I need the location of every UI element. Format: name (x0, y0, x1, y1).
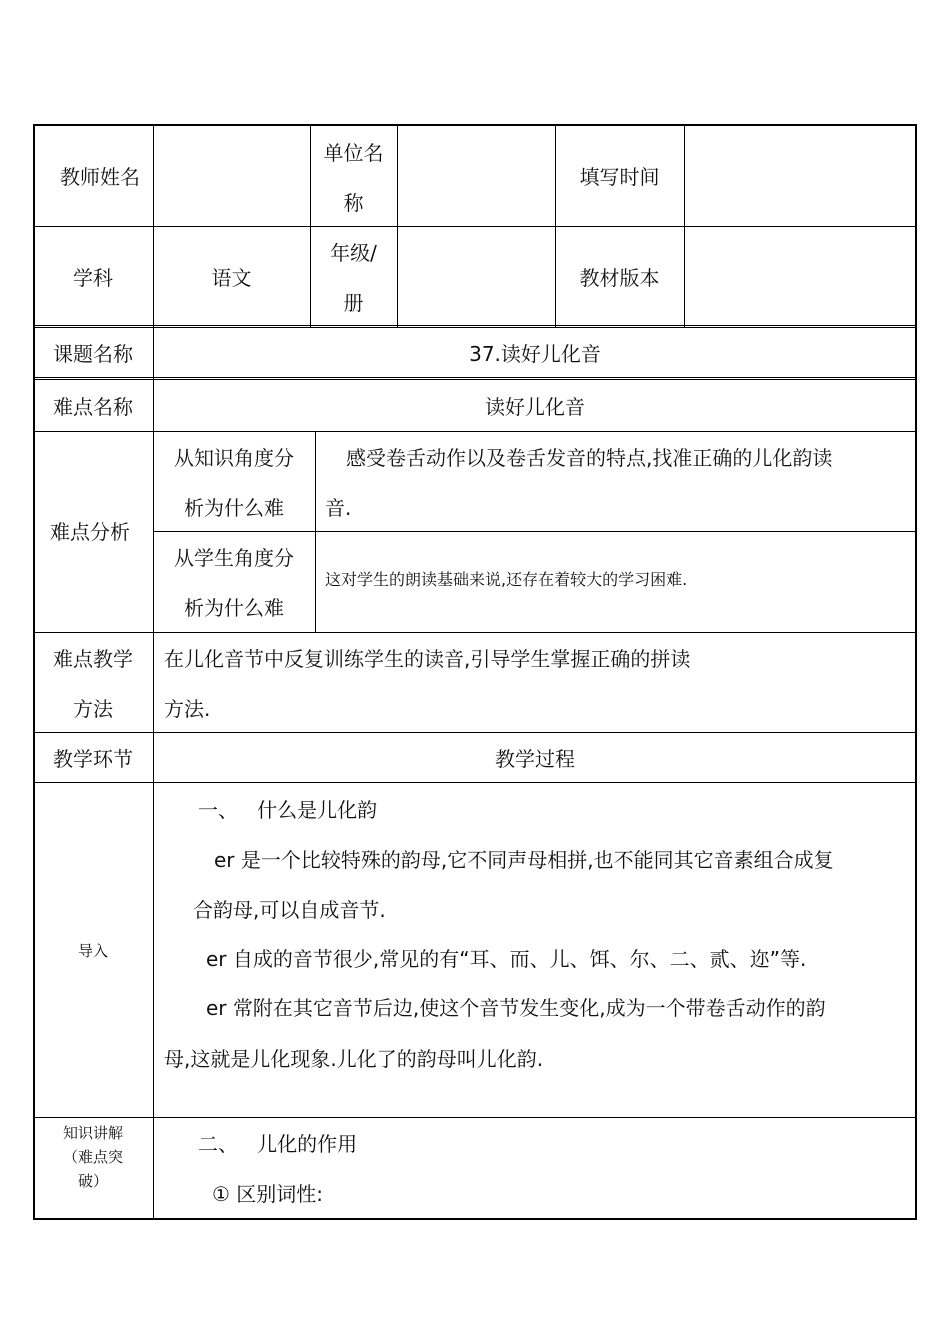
row-divider (33, 782, 917, 783)
fill-time-label: 填写时间 (579, 165, 660, 189)
row-divider (33, 226, 917, 227)
column-divider (555, 124, 556, 327)
subject-value: 语文 (211, 266, 252, 290)
intro-heading: 一、 什么是儿化韵 (198, 798, 378, 822)
column-divider (315, 431, 316, 632)
teaching-stage-label: 教学环节 (53, 747, 133, 771)
knowledge-item-1: ① 区别词性: (212, 1182, 324, 1206)
knowledge-heading: 二、 儿化的作用 (198, 1132, 358, 1156)
student-analysis-text: 这对学生的朗读基础来说,还存在着较大的学习困难. (325, 570, 688, 589)
row-divider (33, 732, 917, 733)
intro-paragraph-3-line2: 母,这就是儿化现象.儿化了的韵母叫儿化韵. (164, 1047, 544, 1071)
method-text-line1: 在儿化音节中反复训练学生的读音,引导学生掌握正确的拼读 (164, 647, 691, 671)
difficulty-name-label: 难点名称 (53, 395, 133, 419)
intro-label: 导入 (77, 942, 108, 960)
student-angle-label-line2: 析为什么难 (184, 596, 284, 620)
intro-paragraph-1-line1: er 是一个比较特殊的韵母,它不同声母相拼,也不能同其它音素组合成复 (214, 848, 834, 872)
subject-label: 学科 (73, 266, 113, 290)
knowledge-label-line3: 破） (77, 1172, 108, 1190)
lesson-title-label: 课题名称 (53, 342, 133, 366)
textbook-label: 教材版本 (579, 266, 660, 290)
method-label-line1: 难点教学 (53, 647, 133, 671)
grade-label-line2: 册 (343, 291, 364, 315)
knowledge-analysis-text-line2: 音. (325, 496, 352, 520)
intro-paragraph-1-line2: 合韵母,可以自成音节. (193, 898, 386, 922)
knowledge-label-line1: 知识讲解 (62, 1124, 123, 1142)
knowledge-label-line2: （难点突 (62, 1148, 123, 1166)
row-divider (33, 431, 917, 432)
column-divider (684, 124, 685, 327)
intro-paragraph-3-line1: er 常附在其它音节后边,使这个音节发生变化,成为一个带卷舌动作的韵 (206, 996, 826, 1020)
column-divider (397, 124, 398, 327)
row-divider (33, 1117, 917, 1118)
unit-name-label-line1: 单位名 (323, 141, 384, 165)
row-divider (33, 377, 917, 380)
teacher-name-label: 教师姓名 (60, 165, 140, 189)
teaching-process-label: 教学过程 (495, 747, 575, 771)
intro-paragraph-2: er 自成的音节很少,常见的有“耳、而、儿、饵、尔、二、贰、迩”等. (206, 947, 807, 971)
method-label-line2: 方法 (73, 697, 113, 721)
lesson-title-value: 37.读好儿化音 (469, 342, 601, 366)
student-angle-label-line1: 从学生角度分 (174, 546, 294, 570)
row-divider (33, 632, 917, 633)
unit-name-label-line2: 称 (343, 191, 364, 215)
method-text-line2: 方法. (164, 697, 211, 721)
difficulty-name-value: 读好儿化音 (485, 395, 585, 419)
knowledge-analysis-text-line1: 感受卷舌动作以及卷舌发音的特点,找准正确的儿化韵读 (346, 446, 833, 470)
row-divider (153, 531, 917, 532)
knowledge-angle-label-line2: 析为什么难 (184, 496, 284, 520)
analysis-label: 难点分析 (50, 520, 130, 544)
grade-label-line1: 年级/ (330, 241, 377, 265)
row-divider (33, 325, 917, 328)
knowledge-angle-label-line1: 从知识角度分 (174, 446, 294, 470)
